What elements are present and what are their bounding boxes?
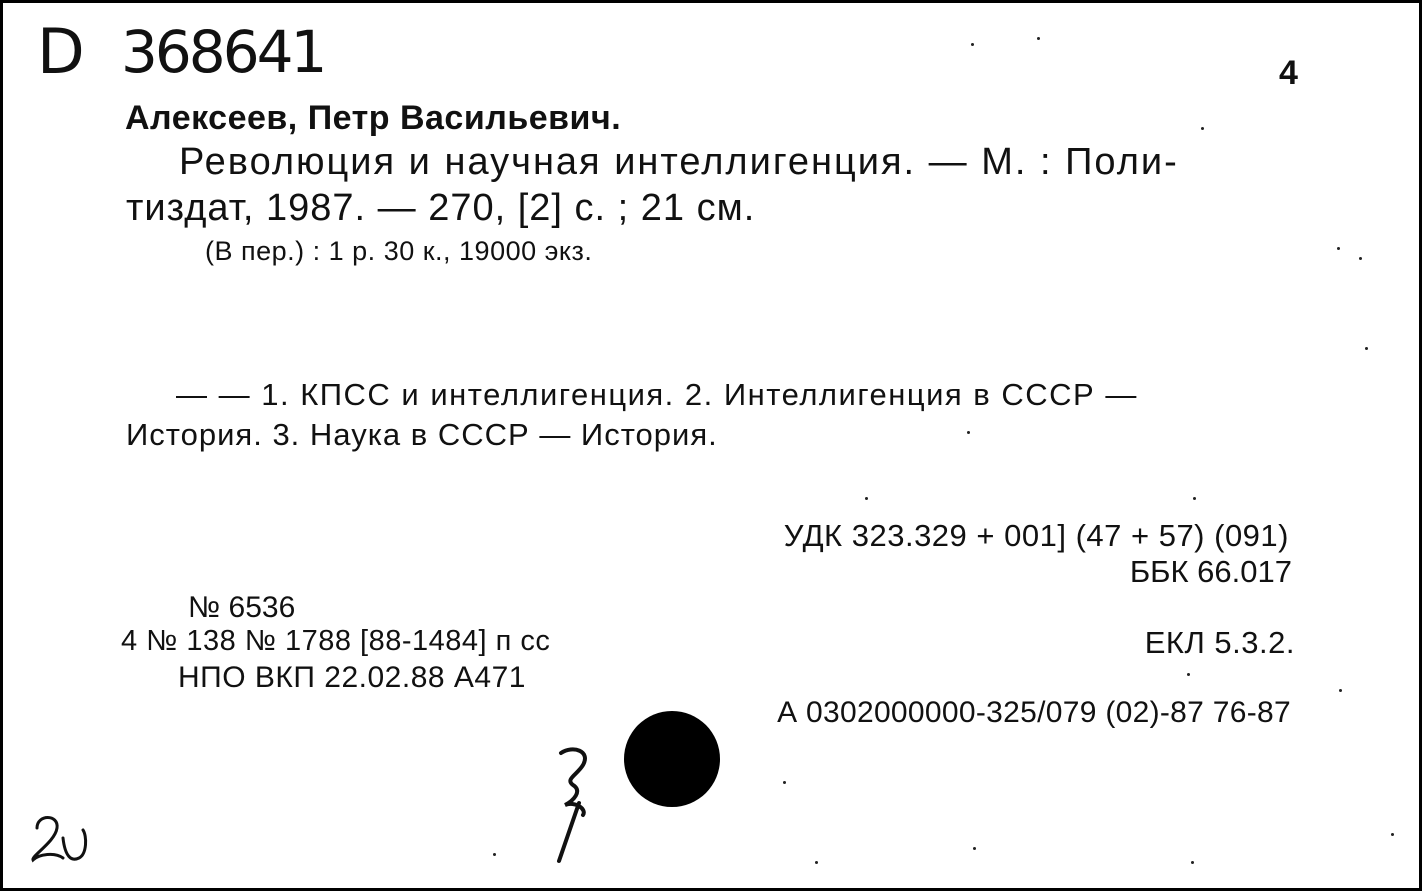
speck [493,853,496,856]
speck [1187,673,1190,676]
speck [865,497,868,500]
speck [1191,861,1194,864]
call-number: 368641 [121,18,325,86]
udk-code: УДК 323.329 + 001] (47 + 57) (091) [783,518,1289,553]
speck [1193,497,1196,500]
handwritten-mark-2 [27,808,97,868]
npo-imprint: НПО ВКП 22.02.88 А471 [178,661,526,694]
handwritten-mark [543,743,613,868]
call-letter: D [37,15,83,88]
speck [1201,127,1204,130]
card-count: 4 [1279,54,1298,92]
title-line-1: Революция и научная интеллигенция. — М. : Поли- [179,141,1179,183]
speck [815,861,818,864]
price-line: (В пер.) : 1 р. 30 к., 19000 экз. [205,236,593,266]
speck [783,781,786,784]
speck [971,43,974,46]
order-number: № 6536 [188,591,296,624]
publication-code: А 0302000000-325/079 (02)-87 76-87 [777,696,1291,729]
print-info: 4 № 138 № 1788 [88-1484] п сс [121,625,551,657]
speck [1037,37,1040,40]
speck [1359,257,1362,260]
speck [967,431,970,434]
speck [1365,347,1368,350]
ekl-code: ЕКЛ 5.3.2. [1144,625,1295,660]
speck [1337,247,1340,250]
punch-hole [624,711,720,807]
author-heading: Алексеев, Петр Васильевич. [125,99,622,137]
speck [1339,689,1342,692]
title-line-2: тиздат, 1987. — 270, [2] с. ; 21 см. [126,187,756,229]
bbk-code: ББК 66.017 [1129,554,1292,589]
speck [973,847,976,850]
speck [1391,833,1394,836]
subject-headings-line-2: История. 3. Наука в СССР — История. [126,417,718,452]
subject-headings-line-1: — — 1. КПСС и интеллигенция. 2. Интеллигенция в СССР — [176,377,1138,412]
